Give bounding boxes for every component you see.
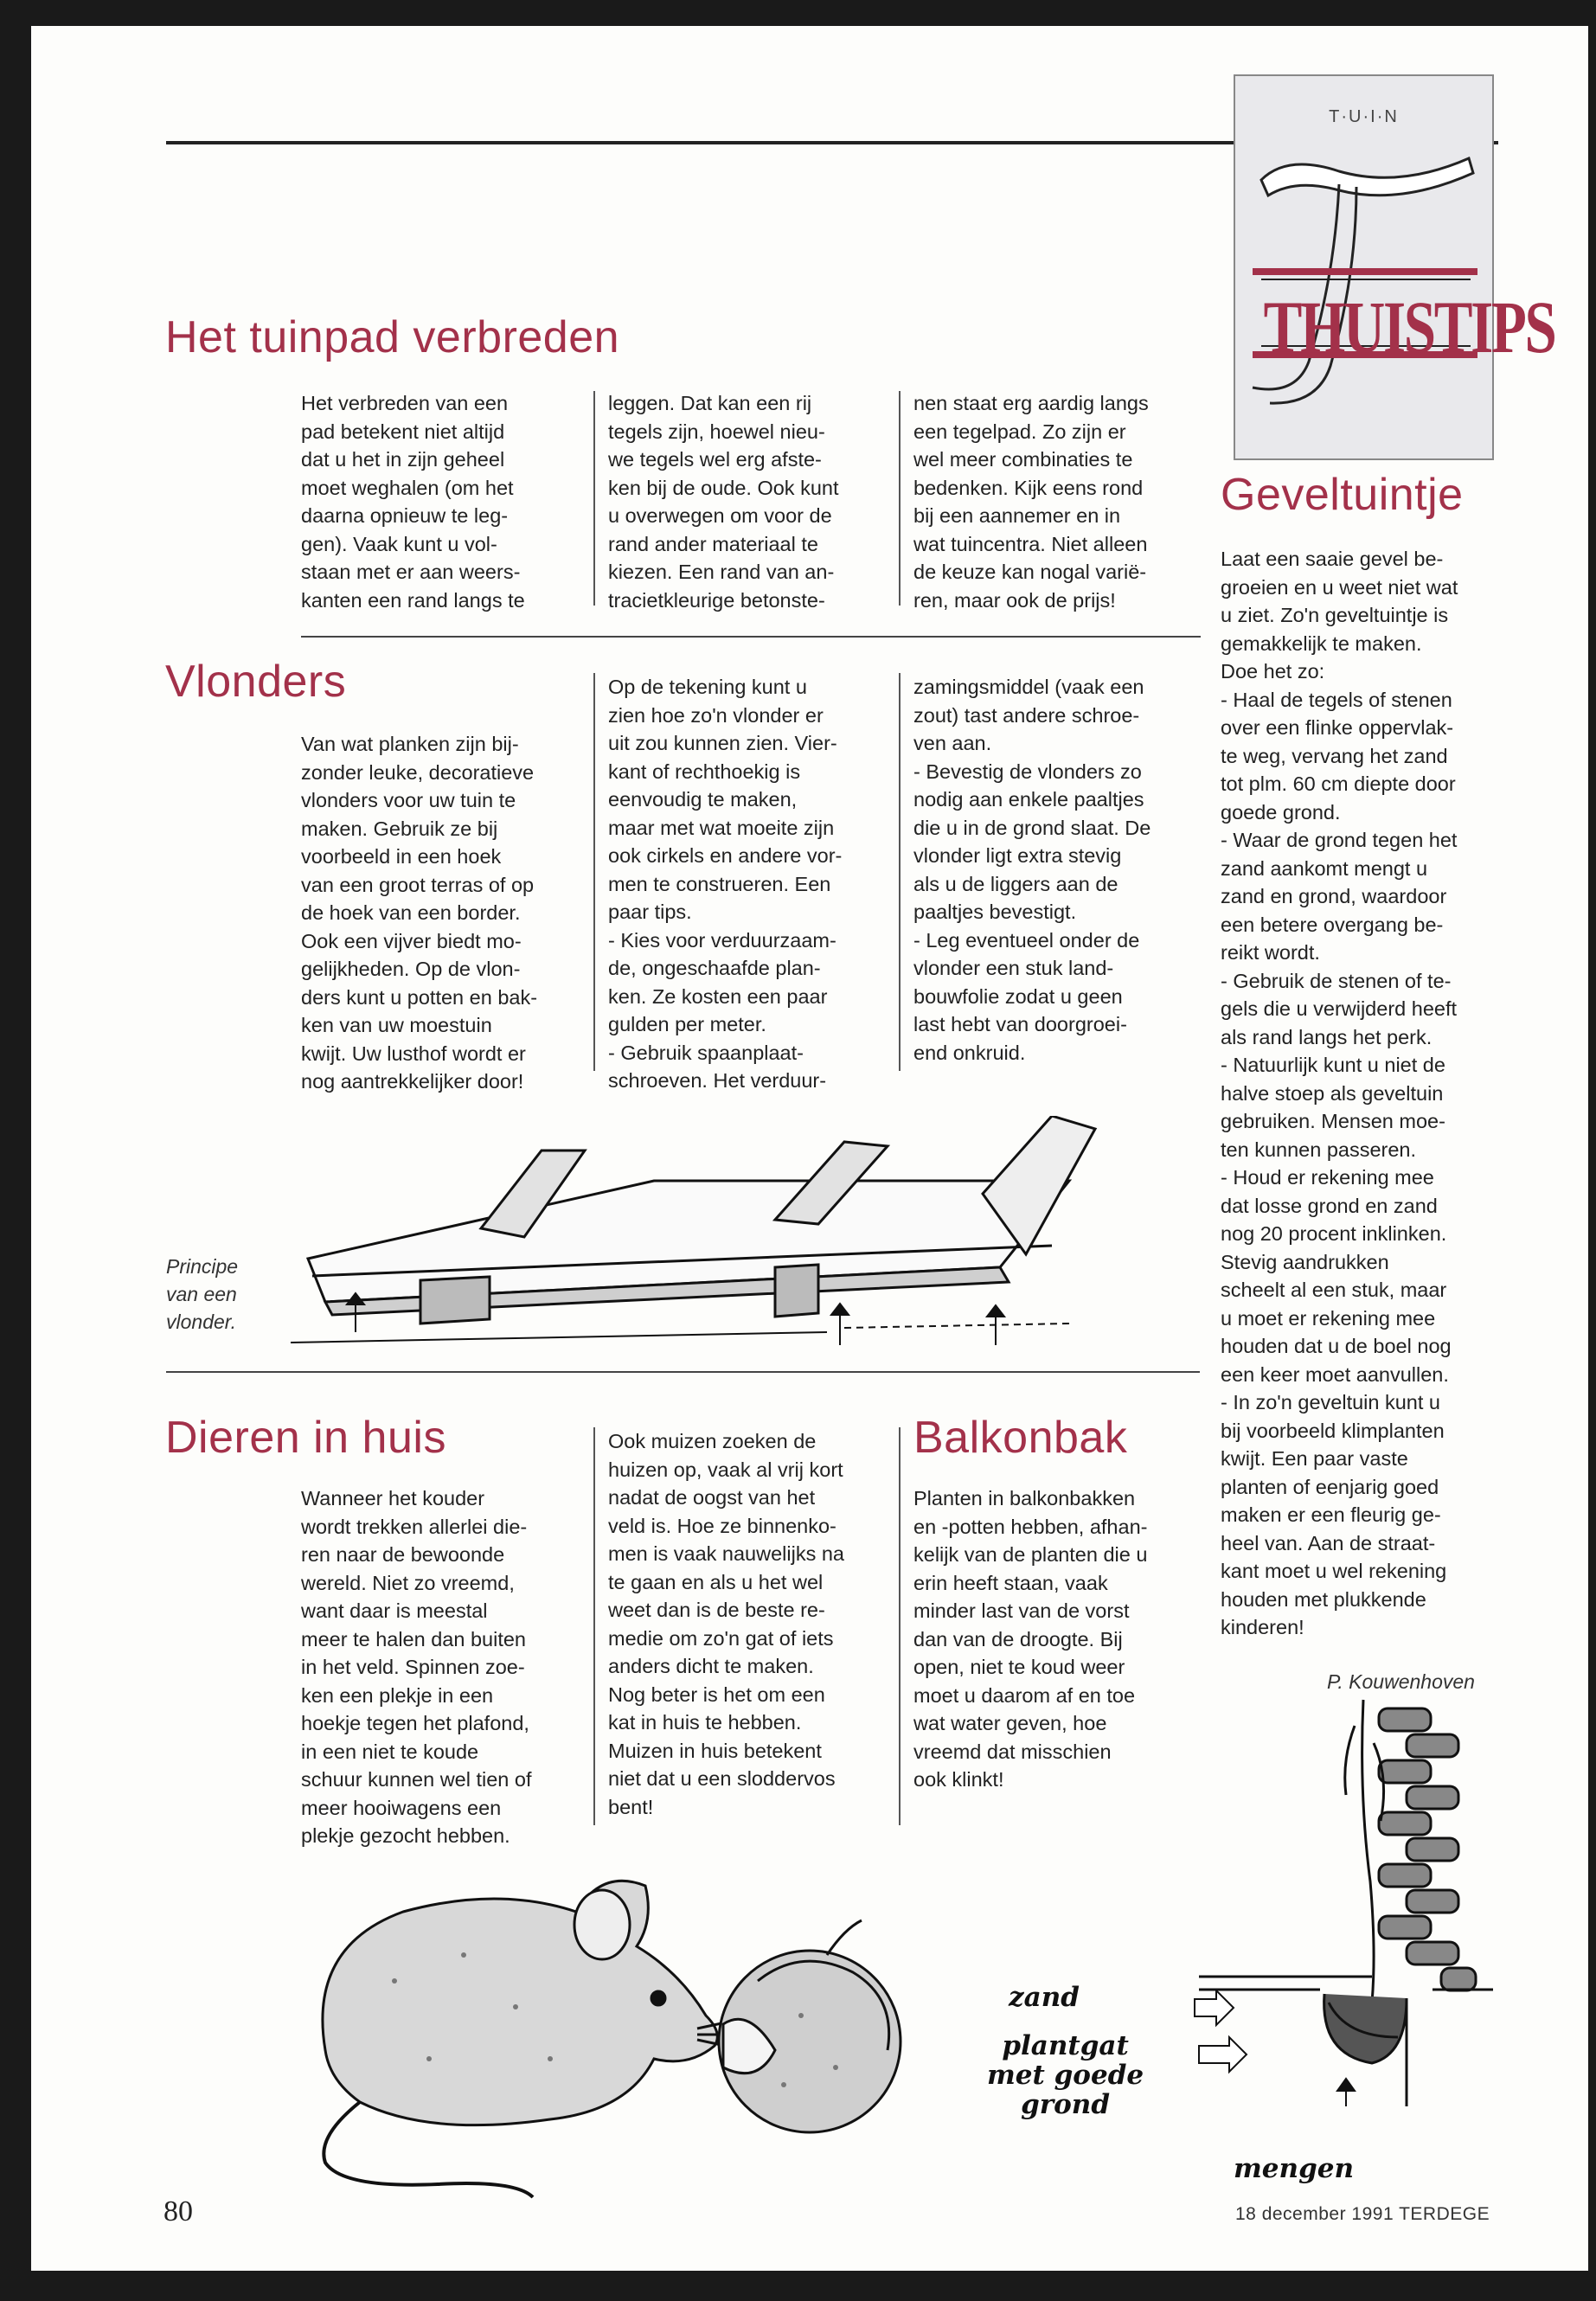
title-tuinpad: Het tuinpad verbreden	[165, 312, 620, 362]
title-dieren: Dieren in huis	[165, 1413, 446, 1463]
magazine-page	[31, 26, 1588, 2271]
section-rule	[166, 1371, 1200, 1373]
tuinpad-col3: nen staat erg aardig langs een tegelpad. Zo zijn er wel meer combinaties te bedenken. Kijk eens rond bij een aannemer en in wat tuincentra. Niet alleen de keuze kan nogal varië- ren, maar ook de prijs!	[913, 392, 1149, 612]
diagram-label-mengen: mengen	[1234, 2153, 1355, 2184]
tuinpad-col1: Het verbreden van een pad betekent niet altijd dat u het in zijn geheel moet weghalen (om het daarna opnieuw te leg- gen). Vaak kunt u vol- staan met er aan weers- kanten een rand langs te	[301, 392, 525, 612]
dieren-col2: Ook muizen zoeken de huizen op, vaak al vrij kort nadat de oogst van het veld is. Hoe ze binnenko- men is vaak nauwelijks na te gaan en als u het wel weet dan is de beste re- medie om zo'n gat of iets anders dicht te maken. Nog beter is het om een kat in huis te hebben. Muizen in huis betekent niet dat u een sloddervos bent!	[608, 1430, 844, 1818]
vlonder-caption: Principe van een vlonder.	[166, 1255, 239, 1333]
col-divider	[593, 673, 595, 1071]
diagram-label-zand: zand	[1009, 1982, 1080, 2013]
diagram-label-plantgat: plantgat met goede grond	[987, 2030, 1144, 2120]
col-divider	[593, 1427, 595, 1825]
logo-title: THUISTIPS	[1263, 285, 1555, 369]
title-vlonders: Vlonders	[165, 657, 347, 707]
mouse-illustration	[291, 1851, 948, 2214]
col-divider	[899, 673, 901, 1071]
title-balkonbak: Balkonbak	[913, 1413, 1128, 1463]
author-credit: P. Kouwenhoven	[1327, 1670, 1475, 1693]
logo-t-glyph-icon	[1235, 76, 1555, 458]
dieren-col1: Wanneer het kouder wordt trekken allerlei die- ren naar de bewoonde wereld. Niet zo vreemd, want daar is meestal meer te halen dan buiten in het veld. Spinnen zoe- ken een plekje in een hoekje tegen het plafond, in een niet te koude schuur kunnen wel tien of meer hooiwagens een plekje gezocht hebben.	[301, 1487, 532, 1847]
section-rule	[301, 636, 1201, 638]
geveltuintje-col: Laat een saaie gevel be- groeien en u weet niet wat u ziet. Zo'n geveltuintje is gemakkelijk te maken. Doe het zo: - Haal de tegels of stenen over een flinke oppervlak- te weg, vervang het zand tot plm. 60 cm diepte door goede grond. - Waar de grond tegen het zand aankomt mengt u zand en grond, waardoor een betere overgang be- reikt wordt. - Gebruik de stenen of te- gels die u verwijderd heeft als rand langs het perk. - Natuurlijk kunt u niet de halve stoep als geveltuin gebruiken. Mensen moe- ten kunnen passeren. - Houd er rekening mee dat losse grond en zand nog 20 procent inklinken. Stevig aandrukken scheelt al een stuk, maar u moet er rekening mee houden dat u de boel nog een keer moet aanvullen. - In zo'n geveltuin kunt u bij voorbeeld klimplanten kwijt. Een paar vaste planten of eenjarig goed maken er een fleurig ge- heel van. Aan de straat- kant moet u wel rekening houden met plukkende kinderen!	[1221, 548, 1458, 1638]
logo-tuin-label: T·U·I·N	[1329, 107, 1399, 126]
vlonder-illustration	[291, 1116, 1164, 1358]
vlonders-col2: Op de tekening kunt u zien hoe zo'n vlonder er uit zou kunnen zien. Vier- kant of rechthoekig is eenvoudig te maken, maar met wat moeite zijn ook cirkels en andere vor- men te construeren. Een paar tips. - Kies voor verduurzaam- de, ongeschaafde plan- ken. Ze kosten een paar gulden per meter. - Gebruik spaanplaat- schroeven. Het verduur-	[608, 676, 843, 1092]
title-geveltuintje: Geveltuintje	[1221, 470, 1464, 520]
issue-date: 18 december 1991 TERDEGE	[1235, 2204, 1490, 2224]
balkonbak-col: Planten in balkonbakken en -potten hebben, afhan- kelijk van de planten die u erin heeft staan, vaak minder last van de vorst dan van de droogte. Bij open, niet te koud weer moet u daarom af en toe wat water geven, hoe vreemd dat misschien ook klinkt!	[913, 1487, 1148, 1791]
tuinpad-col2: leggen. Dat kan een rij tegels zijn, hoewel nieu- we tegels wel erg afste- ken bij de oude. Ook kunt u overwegen om voor de rand ander materiaal te kiezen. Een rand van an- tracietkleurige betonste-	[608, 392, 839, 612]
page-number: 80	[163, 2195, 193, 2227]
geveltuin-diagram	[1147, 1691, 1510, 2106]
col-divider	[593, 391, 595, 606]
vlonders-col1: Van wat planken zijn bij- zonder leuke, decoratieve vlonders voor uw tuin te maken. Gebruik ze bij voorbeeld in een hoek van een groot terras of op de hoek van een border. Ook een vijver biedt mo- gelijkheden. Op de vlon- ders kunt u potten en bak- ken van uw moestuin kwijt. Uw lusthof wordt er nog aantrekkelijker door!	[301, 733, 538, 1093]
vlonders-col3: zamingsmiddel (vaak een zout) tast andere schroe- ven aan. - Bevestig de vlonders zo nodig aan enkele paaltjes die u in de grond slaat. De vlonder ligt extra stevig als u de liggers aan de paaltjes bevestigt. - Leg eventueel onder de vlonder een stuk land- bouwfolie zodat u geen last hebt van doorgroei- end onkruid.	[913, 676, 1151, 1064]
thuistips-logo	[1234, 74, 1555, 460]
col-divider	[899, 1427, 901, 1825]
col-divider	[899, 391, 901, 606]
